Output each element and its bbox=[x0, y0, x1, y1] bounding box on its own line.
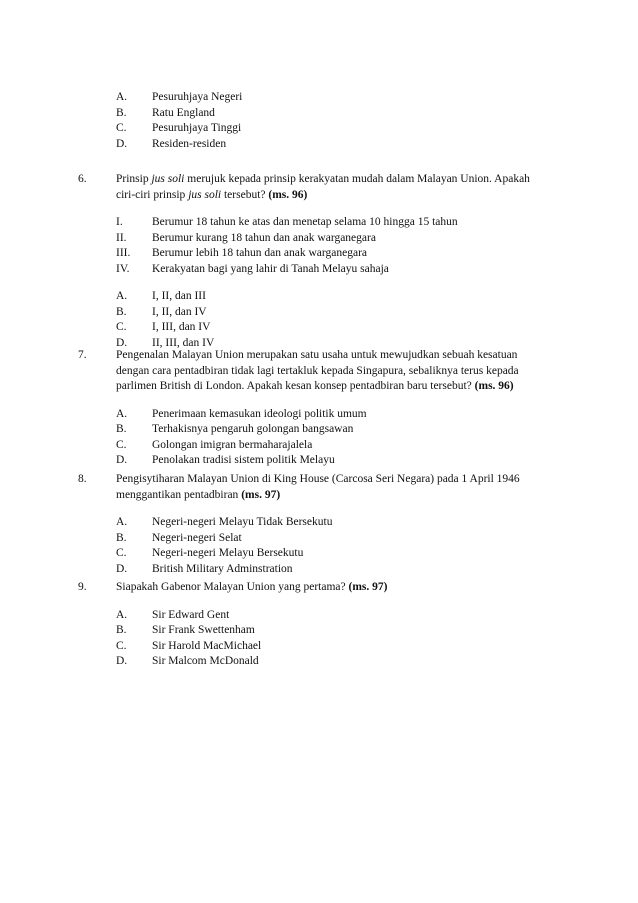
option-b bbox=[116, 422, 558, 438]
statement-text: Berumur lebih 18 tahun dan anak warganegara bbox=[152, 247, 368, 259]
option-c bbox=[116, 639, 558, 655]
option-text: I, III, dan IV bbox=[152, 321, 211, 333]
option-list bbox=[116, 515, 558, 577]
question-9 bbox=[78, 580, 558, 670]
option-text: Sir Frank Swettenham bbox=[152, 624, 255, 636]
option-c bbox=[116, 121, 242, 137]
option-d bbox=[116, 654, 558, 670]
stem-text: Siapakah Gabenor Malayan Union yang pertama? bbox=[116, 581, 349, 593]
option-text: Negeri-negeri Selat bbox=[152, 531, 242, 544]
statement-text: Berumur kurang 18 tahun dan anak warganegara bbox=[152, 231, 376, 244]
question-stem bbox=[116, 472, 558, 503]
option-label: A. bbox=[116, 516, 128, 528]
option-label: D. bbox=[116, 655, 128, 667]
option-text: Penerimaan kemasukan ideologi politik umum bbox=[152, 407, 367, 420]
statement-label: III. bbox=[116, 247, 131, 259]
option-b bbox=[116, 106, 242, 122]
page-reference: (ms. 97) bbox=[241, 488, 281, 501]
stem-text: ciri-ciri prinsip bbox=[116, 188, 189, 201]
option-text: Sir Edward Gent bbox=[152, 608, 230, 621]
option-c bbox=[116, 320, 558, 336]
option-a bbox=[116, 515, 558, 531]
question-number: 8. bbox=[78, 473, 87, 485]
option-label: A. bbox=[116, 290, 128, 302]
stem-line bbox=[116, 379, 558, 395]
stem-line: Pengenalan Malayan Union merupakan satu usaha untuk mewujudkan sebuah kesatuan bbox=[116, 349, 518, 361]
option-c bbox=[116, 438, 558, 454]
statement-iv bbox=[116, 262, 558, 278]
option-label: A. bbox=[116, 608, 128, 621]
option-a bbox=[116, 407, 558, 423]
option-label: D. bbox=[116, 562, 128, 575]
option-label: C. bbox=[116, 547, 127, 559]
option-a bbox=[116, 608, 558, 624]
stem-line bbox=[116, 188, 558, 204]
stem-line bbox=[116, 172, 558, 188]
option-text: Terhakisnya pengaruh golongan bangsawan bbox=[152, 423, 354, 435]
question-number: 7. bbox=[78, 349, 87, 361]
statement-list bbox=[116, 215, 558, 277]
stem-line bbox=[116, 580, 558, 596]
option-d bbox=[116, 137, 242, 153]
statement-text: Berumur 18 tahun ke atas dan menetap selama 10 hingga 15 tahun bbox=[152, 216, 458, 228]
option-label: C. bbox=[116, 122, 127, 134]
statement-label: II. bbox=[116, 231, 127, 244]
option-text: Negeri-negeri Melayu Tidak Bersekutu bbox=[152, 516, 333, 528]
stem-text: Prinsip bbox=[116, 173, 152, 185]
option-c bbox=[116, 546, 558, 562]
option-list bbox=[116, 608, 558, 670]
option-text: Ratu England bbox=[152, 106, 215, 119]
option-b bbox=[116, 305, 558, 321]
question-number: 9. bbox=[78, 581, 87, 593]
stem-line bbox=[116, 488, 558, 504]
option-label: B. bbox=[116, 531, 127, 544]
page-reference: (ms. 96) bbox=[268, 188, 308, 201]
stem-text: merujuk kepada prinsip kerakyatan mudah dalam Malayan Union. Apakah bbox=[184, 173, 530, 185]
option-label: C. bbox=[116, 321, 127, 333]
question-stem bbox=[116, 348, 558, 395]
option-label: C. bbox=[116, 438, 127, 451]
option-d bbox=[116, 453, 558, 469]
stem-line: Pengisytiharan Malayan Union di King House (Carcosa Seri Negara) pada 1 April 1946 bbox=[116, 473, 520, 485]
question-8 bbox=[78, 472, 558, 577]
option-text: Penolakan tradisi sistem politik Melayu bbox=[152, 454, 335, 466]
option-label: A. bbox=[116, 407, 128, 420]
question-stem bbox=[116, 172, 558, 203]
option-text: Pesuruhjaya Tinggi bbox=[152, 122, 242, 134]
option-list bbox=[116, 289, 558, 351]
option-text: Pesuruhjaya Negeri bbox=[152, 91, 243, 103]
option-text: Negeri-negeri Melayu Bersekutu bbox=[152, 547, 304, 559]
option-label: D. bbox=[116, 454, 128, 466]
page-reference: (ms. 97) bbox=[348, 581, 388, 593]
question-stem bbox=[116, 580, 558, 596]
stem-text: menggantikan pentadbiran bbox=[116, 488, 242, 501]
page-reference: (ms. 96) bbox=[474, 380, 514, 392]
option-text: II, III, dan IV bbox=[152, 336, 215, 349]
option-label: C. bbox=[116, 639, 127, 652]
statement-ii bbox=[116, 231, 558, 247]
option-label: D. bbox=[116, 137, 128, 150]
option-a bbox=[116, 289, 558, 305]
option-label: D. bbox=[116, 336, 128, 349]
option-d bbox=[116, 562, 558, 578]
option-text: British Military Adminstration bbox=[152, 562, 293, 575]
option-label: B. bbox=[116, 305, 127, 318]
option-text: I, II, dan IV bbox=[152, 305, 207, 318]
question-7 bbox=[78, 348, 558, 469]
option-text: Residen-residen bbox=[152, 137, 227, 150]
stem-text: tersebut? bbox=[221, 188, 269, 201]
option-text: Sir Harold MacMichael bbox=[152, 639, 262, 652]
statement-i bbox=[116, 215, 558, 231]
q5-options bbox=[116, 90, 242, 152]
stem-italic-text: jus soli bbox=[151, 173, 185, 185]
statement-iii bbox=[116, 246, 558, 262]
stem-line: dengan cara pentadbiran tidak lagi tertakluk kepada Singapura, sebaliknya terus kepada bbox=[116, 364, 519, 377]
stem-text: parlimen British di London. Apakah kesan konsep pentadbiran baru tersebut? bbox=[116, 380, 475, 392]
option-b bbox=[116, 531, 558, 547]
option-list bbox=[116, 407, 558, 469]
statement-text: Kerakyatan bagi yang lahir di Tanah Melayu sahaja bbox=[152, 262, 389, 275]
option-label: B. bbox=[116, 624, 127, 636]
option-a bbox=[116, 90, 242, 106]
question-6 bbox=[78, 172, 558, 351]
option-text: Sir Malcom McDonald bbox=[152, 655, 259, 667]
option-label: A. bbox=[116, 91, 128, 103]
option-b bbox=[116, 623, 558, 639]
option-label: B. bbox=[116, 423, 127, 435]
statement-label: IV. bbox=[116, 262, 130, 275]
option-label: B. bbox=[116, 106, 127, 119]
statement-label: I. bbox=[116, 216, 123, 228]
question-number: 6. bbox=[78, 173, 87, 185]
option-text: I, II, dan III bbox=[152, 290, 206, 302]
option-text: Golongan imigran bermaharajalela bbox=[152, 438, 313, 451]
stem-italic-text: jus soli bbox=[188, 188, 222, 201]
